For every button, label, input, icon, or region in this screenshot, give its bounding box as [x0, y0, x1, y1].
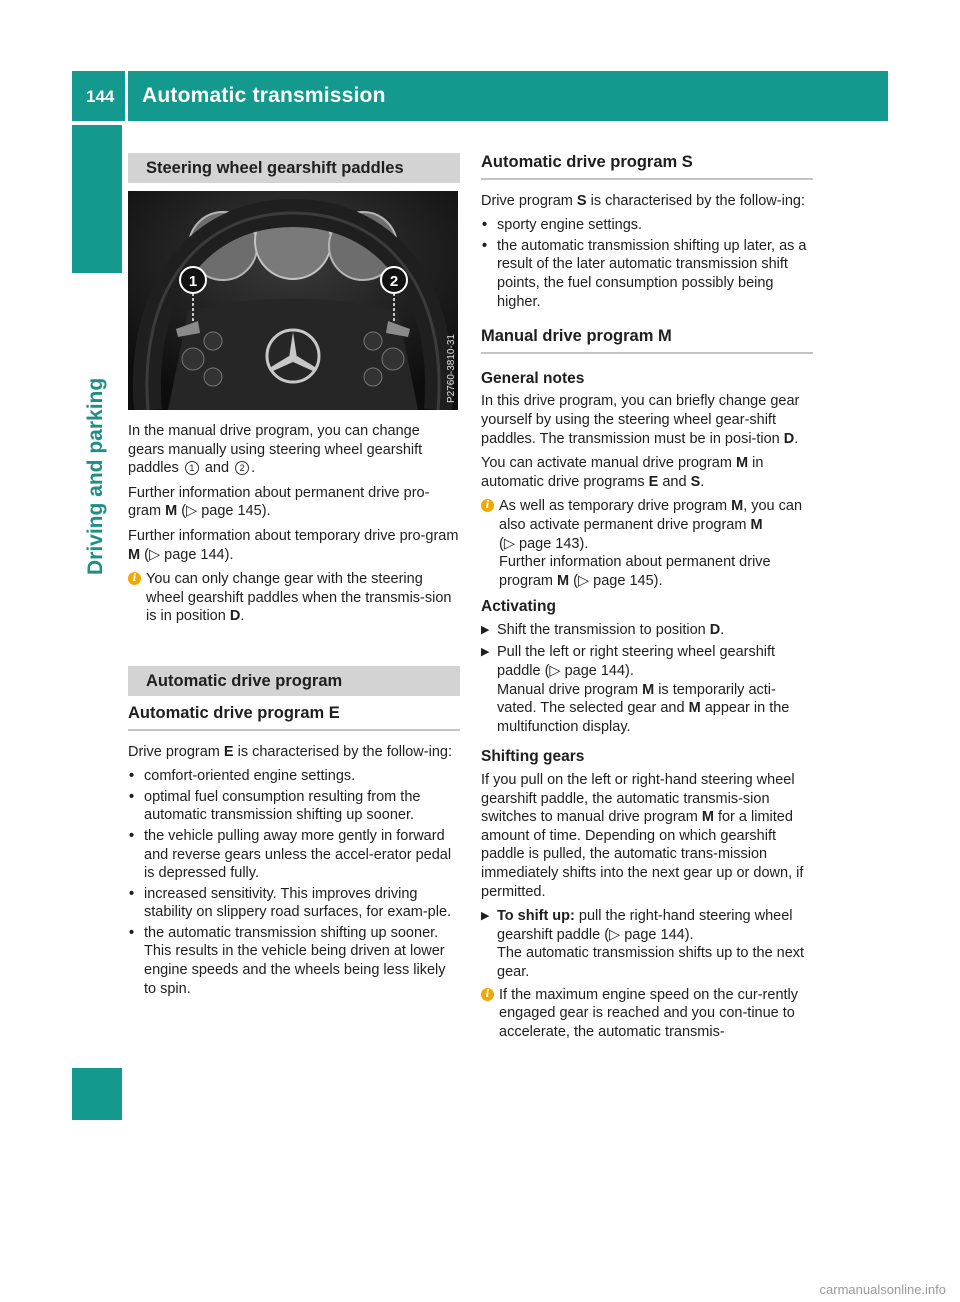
- callout-number-1: 1: [188, 273, 198, 290]
- info-note-permanent: i As well as temporary drive program M, you can also activate permanent drive program M (▷ page 143). Further information about permanent drive program M (▷ page 145).: [481, 497, 813, 590]
- paragraph-program-e-intro: Drive program E is characterised by the follow-ing:: [128, 743, 452, 760]
- paragraph-permanent-ref: Further information about permanent drive pro-gram M (▷ page 145).: [128, 484, 430, 520]
- step-arrow-icon: ▶: [481, 623, 490, 636]
- sidebar-label-text: Driving and parking: [84, 377, 107, 575]
- paragraph-program-s-intro: Drive program S is characterised by the follow-ing:: [481, 192, 805, 209]
- steering-wheel-figure: [128, 191, 458, 410]
- page-link-144[interactable]: (▷ page 144).: [144, 546, 234, 563]
- sidebar-tab: [72, 125, 122, 273]
- heading-general-notes: General notes: [481, 369, 585, 387]
- info-icon: i: [128, 572, 141, 585]
- step-pull-paddle: ▶ Pull the left or right steering wheel gearshift paddle (▷ page 144). Manual drive program M is temporarily acti-vated. The selected gear and M appear in the multifunction display.: [481, 644, 790, 735]
- list-item: • sporty engine settings.: [481, 216, 813, 235]
- page-link-145[interactable]: (▷ page 145).: [573, 572, 663, 589]
- info-icon: i: [481, 988, 494, 1001]
- callout-number-2: 2: [389, 273, 399, 290]
- info-note-max-speed: i If the maximum engine speed on the cur-rently engaged gear is reached and you con-tinue to accelerate, the automatic transmis-: [481, 986, 813, 1042]
- list-item: • increased sensitivity. This improves driving stability on slippery road surfaces, for exam-ple.: [128, 885, 460, 922]
- heading-shifting-gears: Shifting gears: [481, 748, 585, 766]
- paragraph-temporary-ref: Further information about temporary drive pro-gram M (▷ page 144).: [128, 527, 459, 563]
- step-shift-to-d: ▶ Shift the transmission to position D.: [481, 621, 725, 638]
- sidebar-label: [84, 283, 110, 583]
- info-note-paddles: i You can only change gear with the steering wheel gearshift paddles when the transmis-sion is in position D.: [128, 570, 460, 626]
- list-item: • the automatic transmission shifting up sooner. This results in the vehicle being driven at lower engine speeds and the wheels being less likely to spin.: [128, 924, 460, 998]
- heading-program-m: Manual drive program M: [481, 327, 813, 354]
- list-item: • the vehicle pulling away more gently in forward and reverse gears unless the accel-erator pedal is depressed fully.: [128, 827, 460, 883]
- callout-ref-1: 1: [185, 461, 199, 475]
- figure-code: P2760-3810-31: [446, 334, 457, 403]
- page-number: 144: [86, 87, 115, 106]
- heading-program-e: Automatic drive program E: [128, 704, 460, 731]
- paragraph-general-1: In this drive program, you can briefly change gear yourself by using the steering wheel gear-shift paddles. The transmission must be in posi-tion D.: [481, 393, 800, 447]
- heading-program-s: Automatic drive program S: [481, 153, 813, 180]
- step-arrow-icon: ▶: [481, 910, 490, 923]
- paragraph-shifting: If you pull on the left or right-hand steering wheel gearshift paddle, the automatic transmis-sion switches to manual drive program M for a limited amount of time. Depending on which gearshift paddle is pulled, the automatic trans-mission immediately shifts into the next gear up or down, if permitted.: [481, 772, 804, 900]
- chapter-title: Automatic transmission: [142, 84, 386, 107]
- heading-activating: Activating: [481, 598, 556, 616]
- footer-watermark: carmanualsonline.info: [819, 1282, 946, 1297]
- callout-ref-2: 2: [235, 461, 249, 475]
- section-title-automatic: Automatic drive program: [128, 666, 460, 696]
- list-item: • comfort-oriented engine settings.: [128, 767, 460, 786]
- paragraph-paddles: In the manual drive program, you can change gears manually using steering wheel gearshift paddles 1 and 2 .: [128, 423, 423, 477]
- section-title-paddles: Steering wheel gearshift paddles: [128, 153, 460, 183]
- info-icon: i: [481, 499, 494, 512]
- step-shift-up: ▶ To shift up: pull the right-hand steering wheel gearshift paddle (▷ page 144). The automatic transmission shifts up to the next gear.: [481, 908, 805, 980]
- header-separator: [125, 71, 128, 121]
- sidebar-marker: [72, 1068, 122, 1120]
- page-link-143[interactable]: (▷ page 143).: [499, 535, 589, 552]
- left-column: [128, 153, 460, 1000]
- list-item: • the automatic transmission shifting up later, as a result of the later automatic transmission shift points, the fuel consumption possibly being higher.: [481, 237, 813, 311]
- paragraph-general-2: You can activate manual drive program M in automatic drive programs E and S.: [481, 455, 764, 490]
- step-arrow-icon: ▶: [481, 646, 490, 659]
- right-column: [481, 153, 813, 1047]
- list-item: • optimal fuel consumption resulting from the automatic transmission shifting up sooner.: [128, 788, 460, 825]
- page-link-145[interactable]: (▷ page 145).: [181, 503, 271, 520]
- page-header: [72, 71, 888, 121]
